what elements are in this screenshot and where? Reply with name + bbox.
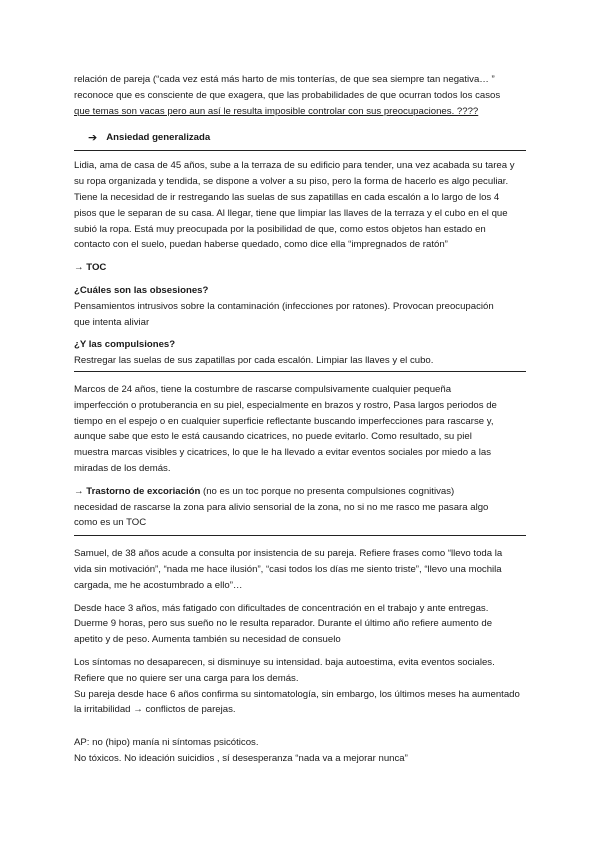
intro-line-underlined: que temas son vacas pero aun así le resulta imposible controlar con sus preocupaciones. ???? <box>74 105 479 117</box>
case-line: Refiere que no quiere ser una carga para los demás. <box>74 672 299 684</box>
note-line: como es un TOC <box>74 517 147 529</box>
case-marcos <box>74 382 526 531</box>
answer-line: que intenta aliviar <box>74 316 150 328</box>
case-line: vida sin motivación”, “nada me hace ilusión”, “casi todos los días me siento triste”, “llevo una mochila <box>74 563 502 575</box>
case-line: Lidia, ama de casa de 45 años, sube a la terraza de su edificio para tender, una vez acabada su tarea y <box>74 160 515 172</box>
case-line: subió la ropa. Está muy preocupada por la posibilidad de que, como estos objetos han estado en <box>74 223 486 235</box>
case-line: su ropa organizada y tendida, se dispone a volver a su piso, pero la forma de hacerlo es algo peculiar. <box>74 176 509 188</box>
case-line: imperfección o protuberancia en su piel, especialmente en brazos y rostro, Pasa largos periodos de <box>74 399 497 411</box>
section-heading <box>74 131 526 144</box>
case-line: Tiene la necesidad de ir restregando las suelas de sus zapatillas en cada escalón a lo largo de los 4 <box>74 191 500 203</box>
right-arrow-icon: ➔ <box>88 132 98 145</box>
diagnosis-label: → TOC <box>74 262 107 274</box>
case-line: contacto con el suelo, puedan haberse quedado, como dice ella “impregnados de ratón” <box>74 239 448 251</box>
diagnosis-note: (no es un toc porque no presenta compulsiones cognitivas) <box>200 485 455 497</box>
diagnosis-line <box>74 484 526 500</box>
case-line: apetito y de peso. Aumenta también su necesidad de consuelo <box>74 634 341 646</box>
diagnosis-label: → Trastorno de excoriación <box>74 485 201 497</box>
answer-line: Pensamientos intrusivos sobre la contaminación (infecciones por ratones). Provocan preocupación <box>74 300 494 312</box>
case-line: cargada, me he acostumbrado a ello”… <box>74 579 243 591</box>
case-line: Desde hace 3 años, más fatigado con dificultades de concentración en el trabajo y ante entregas. <box>74 602 489 614</box>
case-line: la irritabilidad → conflictos de parejas. <box>74 704 236 716</box>
case-samuel <box>74 546 526 767</box>
case-line: Duerme 9 horas, pero sus sueño no le resulta reparador. Durante el último año refiere aumento de <box>74 618 493 630</box>
case-line: Su pareja desde hace 6 años confirma su sintomatología, sin embargo, los últimos meses ha aumentado <box>74 688 520 700</box>
intro-paragraph <box>74 72 526 119</box>
note-line: necesidad de rascarse la zona para alivio sensorial de la zona, no si no me rasco me pasara algo <box>74 501 489 513</box>
case-lidia <box>74 158 526 369</box>
case-line: miradas de los demás. <box>74 462 171 474</box>
case-line: No tóxicos. No ideación suicidios , sí desesperanza “nada va a mejorar nunca” <box>74 752 408 764</box>
case-line: Marcos de 24 años, tiene la costumbre de rascarse compulsivamente cualquier pequeña <box>74 383 452 395</box>
intro-line: relación de pareja (“cada vez está más harto de mis tonterías, de que sea siempre tan negativa… ” <box>74 74 495 85</box>
case-line: aunque sabe que esto le está causando cicatrices, no puede evitarlo. Como resultado, su piel <box>74 431 472 443</box>
answer-line: Restregar las suelas de sus zapatillas por cada escalón. Limpiar las llaves y el cubo. <box>74 355 434 367</box>
intro-line: reconoce que es consciente de que exagera, que las probabilidades de que ocurran todos los casos <box>74 89 501 101</box>
case-line: AP: no (hipo) manía ni síntomas psicóticos. <box>74 737 259 749</box>
case-line: muestra marcas visibles y cicatrices, lo que le ha llevado a evitar eventos sociales por miedo a las <box>74 447 491 459</box>
document-page <box>74 72 526 767</box>
case-line: tiempo en el espejo o en cualquier superficie reflectante buscando imperfecciones para rascarse y, <box>74 415 494 427</box>
question-compulsions: ¿Y las compulsiones? <box>74 339 176 351</box>
case-line: Los síntomas no desaparecen, si disminuye su intensidad. baja autoestima, evita eventos sociales. <box>74 656 495 668</box>
question-obsessions: ¿Cuáles son las obsesiones? <box>74 284 209 296</box>
section-heading-label: Ansiedad generalizada <box>106 132 211 144</box>
case-line: pisos que le separan de su casa. Al llegar, tiene que limpiar las llaves de la terraza y el cubo en el que <box>74 207 508 219</box>
case-line: Samuel, de 38 años acude a consulta por insistencia de su pareja. Refiere frases como “llevo toda la <box>74 548 503 560</box>
